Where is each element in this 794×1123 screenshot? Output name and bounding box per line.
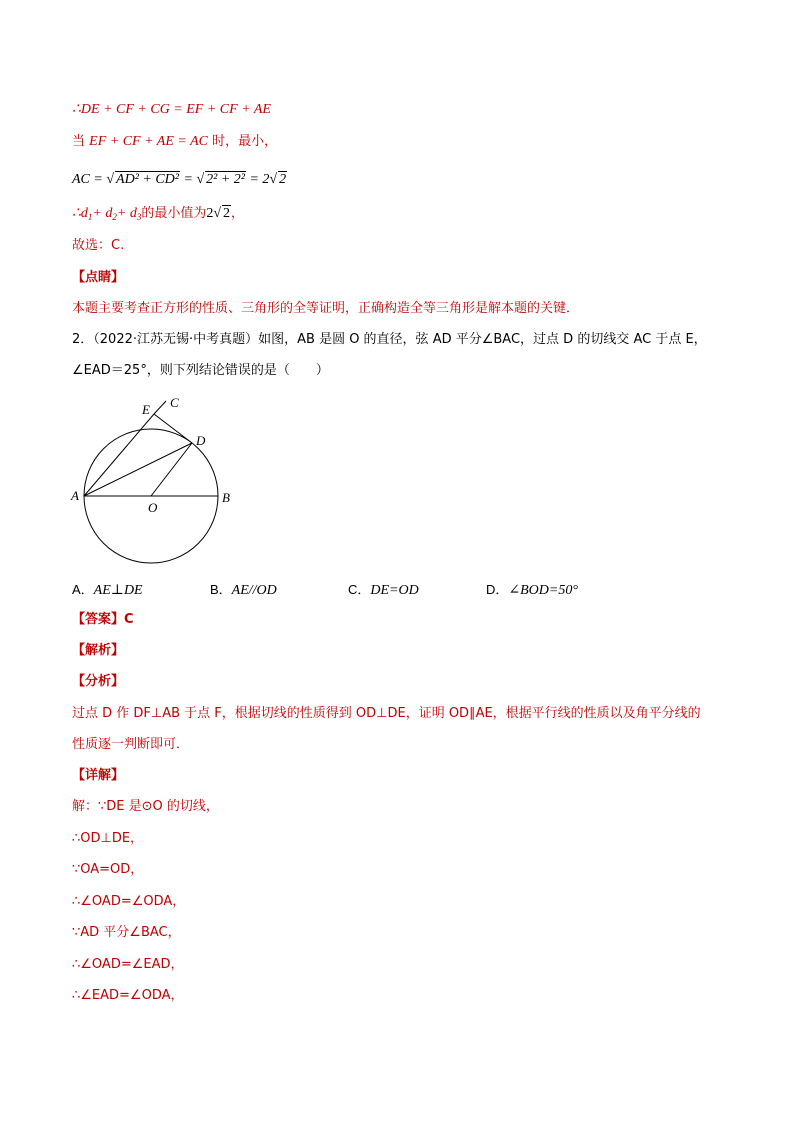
label-e: E [142, 402, 150, 417]
analysis-line-1: 过点 D 作 DF⊥AB 于点 F，根据切线的性质得到 OD⊥DE，证明 OD∥AE，根据平行线的性质以及角平分线的 [72, 706, 701, 721]
step-1: 解：∵DE 是⊙O 的切线， [72, 799, 219, 814]
option-d: D．∠BOD=50° [486, 582, 578, 598]
radicand-3: 2 [279, 172, 287, 187]
segment-ae [84, 414, 154, 496]
ac-formula-line [72, 171, 287, 189]
formula-line-1: ∴DE + CF + CG = EF + CF + AE [72, 102, 271, 117]
sum-d1: $\therefore d_1$ [72, 206, 93, 222]
sum-d3: + $d_3$ [116, 206, 142, 222]
segment-ad [84, 443, 192, 496]
option-a: A．AE⊥DE [72, 582, 143, 598]
ac-lhs: AC = [72, 172, 107, 187]
condition-formula: EF + CF + AE = AC [89, 134, 208, 149]
dianjing-text: 本题主要考查正方形的性质、三角形的全等证明，正确构造全等三角形是解本题的关键． [72, 301, 580, 316]
step-2: ∴OD⊥DE， [72, 831, 144, 846]
equals-1: = [179, 172, 197, 187]
min-value-text: 的最小值为 [141, 206, 207, 221]
geometry-figure [66, 390, 246, 570]
min-value-end: ， [231, 206, 245, 221]
option-c: C．DE=OD [348, 582, 419, 598]
label-o: O [148, 500, 158, 515]
dianjing-heading: 【点睛】 [72, 270, 125, 285]
sqrt-sign-2: √ [196, 172, 205, 187]
step-5: ∵AD 平分∠BAC， [72, 925, 181, 940]
question-2-line-1: 2．（2022·江苏无锡·中考真题）如图，AB 是圆 O 的直径，弦 AD 平分∠BAC，过点 D 的切线交 AC 于点 E， [72, 332, 707, 347]
radicand-1: AD² + CD² [116, 172, 179, 187]
label-d: D [196, 433, 206, 448]
sum-d2: + $d_2$ [92, 206, 117, 222]
jiexi-heading: 【解析】 [72, 643, 125, 658]
fenxi-heading: 【分析】 [72, 674, 125, 689]
sqrt-sign-3: √ [269, 172, 278, 187]
segment-ec [154, 401, 166, 414]
step-6: ∴∠OAD=∠EAD， [72, 957, 184, 972]
sqrt-sign-1: √ [106, 172, 115, 187]
label-a: A [71, 488, 79, 503]
condition-line [72, 133, 277, 151]
choice-line: 故选：C. [72, 238, 125, 253]
step-7: ∴∠EAD=∠ODA， [72, 988, 184, 1003]
min-value-line [72, 205, 244, 226]
xiangjie-heading: 【详解】 [72, 768, 125, 783]
step-4: ∴∠OAD=∠ODA， [72, 894, 186, 909]
condition-prefix: 当 [72, 134, 86, 149]
radius-od [151, 443, 192, 496]
option-b: B．AE//OD [210, 582, 277, 598]
label-b: B [222, 490, 230, 505]
step-3: ∵OA=OD， [72, 862, 144, 877]
radicand-2: 2² + 2² [206, 172, 245, 187]
question-2-line-2: ∠EAD＝25°，则下列结论错误的是（ ） [72, 363, 329, 378]
analysis-line-2: 性质逐一判断即可． [72, 737, 190, 752]
answer-line: 【答案】C [72, 612, 134, 627]
tangent-ed [154, 414, 192, 443]
condition-suffix: 时，最小， [212, 134, 278, 149]
label-c: C [170, 395, 179, 410]
equals-2: = 2 [245, 172, 270, 187]
min-value-number: 2√ 2 [206, 206, 231, 221]
